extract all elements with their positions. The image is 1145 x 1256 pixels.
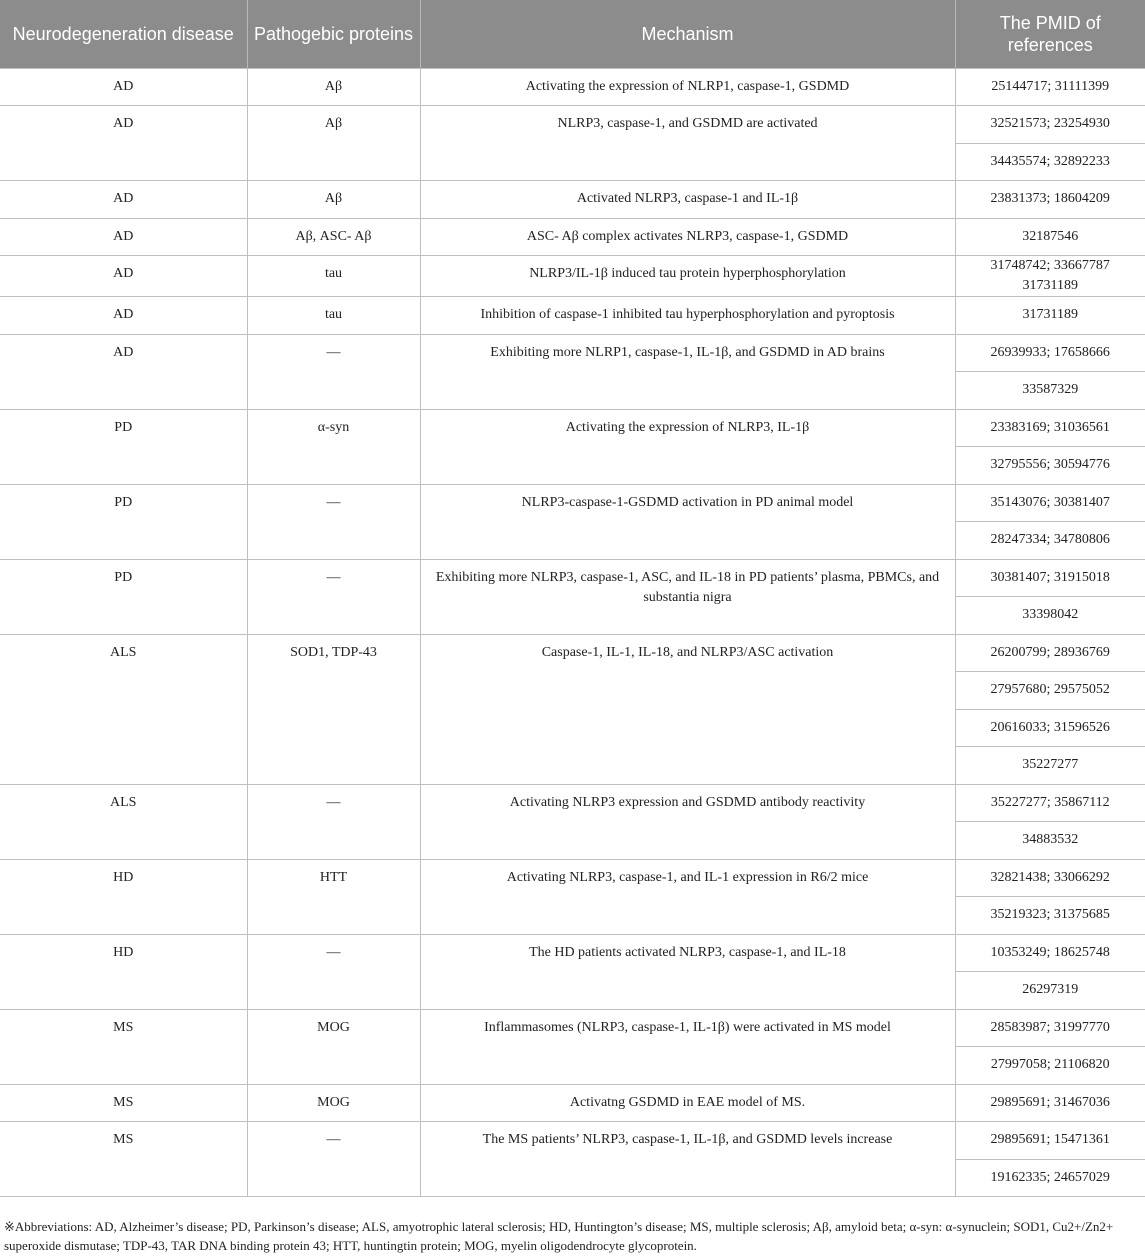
mechanism-cell: Inhibition of caspase-1 inhibited tau hyperphosphorylation and pyroptosis <box>420 297 955 335</box>
header-row <box>0 0 1145 68</box>
disease-cell: AD <box>0 218 247 256</box>
table-row <box>0 484 1145 522</box>
disease-cell: PD <box>0 484 247 559</box>
disease-cell: MS <box>0 1009 247 1084</box>
pmid-cell: 20616033; 31596526 <box>955 709 1145 747</box>
protein-cell: SOD1, TDP-43 <box>247 634 420 784</box>
pmid-cell: 29895691; 31467036 <box>955 1084 1145 1122</box>
mechanism-cell: Activating NLRP3 expression and GSDMD antibody reactivity <box>420 784 955 859</box>
protein-cell: — <box>247 559 420 634</box>
disease-cell: HD <box>0 859 247 934</box>
pmid-cell: 26939933; 17658666 <box>955 334 1145 372</box>
pmid-cell: 35227277 <box>955 747 1145 785</box>
disease-cell: AD <box>0 334 247 409</box>
table-row <box>0 1084 1145 1122</box>
mechanism-cell: Activating the expression of NLRP3, IL-1β <box>420 409 955 484</box>
pmid-cell: 32795556; 30594776 <box>955 447 1145 485</box>
protein-cell: — <box>247 484 420 559</box>
protein-cell: HTT <box>247 859 420 934</box>
protein-cell: tau <box>247 256 420 297</box>
mechanism-cell: NLRP3-caspase-1-GSDMD activation in PD animal model <box>420 484 955 559</box>
protein-cell: Aβ <box>247 106 420 181</box>
abbreviations-footnote: ※Abbreviations: AD, Alzheimer’s disease; PD, Parkinson’s disease; ALS, amyotrophic lateral sclerosis; HD, Huntington’s disease; MS, multiple sclerosis; Aβ, amyloid beta; α-syn: α-synuclein; SOD1, Cu2+/Zn2+ superoxide dismutase; TDP-43, TAR DNA binding protein 43; HTT, huntingtin protein; MOG, myelin oligodendrocyte glycoprotein. <box>4 1219 1114 1253</box>
mechanism-cell: Caspase-1, IL-1, IL-18, and NLRP3/ASC activation <box>420 634 955 784</box>
table-row <box>0 859 1145 897</box>
header-proteins: Pathogebic proteins <box>247 0 420 68</box>
pmid-cell: 30381407; 31915018 <box>955 559 1145 597</box>
mechanism-cell: Activated NLRP3, caspase-1 and IL-1β <box>420 181 955 219</box>
table-row <box>0 1009 1145 1047</box>
header-disease: Neurodegeneration disease <box>0 0 247 68</box>
pmid-cell: 34435574; 32892233 <box>955 143 1145 181</box>
disease-cell: PD <box>0 559 247 634</box>
protein-cell: — <box>247 784 420 859</box>
mechanism-cell: Exhibiting more NLRP1, caspase-1, IL-1β, and GSDMD in AD brains <box>420 334 955 409</box>
mechanism-cell: NLRP3, caspase-1, and GSDMD are activated <box>420 106 955 181</box>
protein-cell: — <box>247 1122 420 1197</box>
protein-cell: Aβ <box>247 181 420 219</box>
table-row <box>0 297 1145 335</box>
table-row <box>0 218 1145 256</box>
protein-cell: — <box>247 334 420 409</box>
mechanism-cell: Exhibiting more NLRP3, caspase-1, ASC, and IL-18 in PD patients’ plasma, PBMCs, and substantia nigra <box>420 559 955 634</box>
protein-cell: Aβ, ASC- Aβ <box>247 218 420 256</box>
mechanism-cell: The HD patients activated NLRP3, caspase-1, and IL-18 <box>420 934 955 1009</box>
table-row <box>0 68 1145 106</box>
mechanism-cell: Activating the expression of NLRP1, caspase-1, GSDMD <box>420 68 955 106</box>
mechanism-cell: Inflammasomes (NLRP3, caspase-1, IL-1β) were activated in MS model <box>420 1009 955 1084</box>
pmid-cell: 32821438; 33066292 <box>955 859 1145 897</box>
mechanism-cell: Activating NLRP3, caspase-1, and IL-1 expression in R6/2 mice <box>420 859 955 934</box>
disease-cell: AD <box>0 181 247 219</box>
table-row <box>0 334 1145 372</box>
protein-cell: Aβ <box>247 68 420 106</box>
table-row <box>0 784 1145 822</box>
protein-cell: MOG <box>247 1009 420 1084</box>
table-row <box>0 934 1145 972</box>
pmid-cell: 25144717; 31111399 <box>955 68 1145 106</box>
disease-cell: AD <box>0 68 247 106</box>
header-pmid: The PMID of references <box>955 0 1145 68</box>
pmid-cell: 26200799; 28936769 <box>955 634 1145 672</box>
pmid-cell: 31731189 <box>955 297 1145 335</box>
pmid-cell: 32521573; 23254930 <box>955 106 1145 144</box>
pmid-cell: 35219323; 31375685 <box>955 897 1145 935</box>
header-mechanism: Mechanism <box>420 0 955 68</box>
disease-cell: ALS <box>0 634 247 784</box>
pmid-cell: 19162335; 24657029 <box>955 1159 1145 1197</box>
pmid-cell: 35227277; 35867112 <box>955 784 1145 822</box>
pmid-cell: 33398042 <box>955 597 1145 635</box>
pmid-cell: 28247334; 34780806 <box>955 522 1145 560</box>
pmid-cell: 28583987; 31997770 <box>955 1009 1145 1047</box>
table-body <box>0 68 1145 1197</box>
table-row <box>0 409 1145 447</box>
disease-cell: MS <box>0 1084 247 1122</box>
protein-cell: tau <box>247 297 420 335</box>
pmid-cell: 29895691; 15471361 <box>955 1122 1145 1160</box>
pmid-cell: 31748742; 33667787 31731189 <box>955 256 1145 297</box>
pmid-cell: 10353249; 18625748 <box>955 934 1145 972</box>
disease-cell: PD <box>0 409 247 484</box>
mechanism-cell: The MS patients’ NLRP3, caspase-1, IL-1β, and GSDMD levels increase <box>420 1122 955 1197</box>
pmid-cell: 27997058; 21106820 <box>955 1047 1145 1085</box>
pmid-cell: 32187546 <box>955 218 1145 256</box>
pmid-cell: 33587329 <box>955 372 1145 410</box>
disease-cell: AD <box>0 297 247 335</box>
table-row <box>0 559 1145 597</box>
disease-cell: AD <box>0 256 247 297</box>
protein-cell: MOG <box>247 1084 420 1122</box>
table-row <box>0 634 1145 672</box>
pmid-cell: 35143076; 30381407 <box>955 484 1145 522</box>
table-row <box>0 256 1145 297</box>
table-row <box>0 1122 1145 1160</box>
pmid-cell: 27957680; 29575052 <box>955 672 1145 710</box>
disease-cell: AD <box>0 106 247 181</box>
disease-cell: MS <box>0 1122 247 1197</box>
table-row <box>0 106 1145 144</box>
mechanism-cell: Activatng GSDMD in EAE model of MS. <box>420 1084 955 1122</box>
protein-cell: α-syn <box>247 409 420 484</box>
disease-cell: HD <box>0 934 247 1009</box>
table-row <box>0 181 1145 219</box>
pmid-cell: 26297319 <box>955 972 1145 1010</box>
pmid-cell: 23831373; 18604209 <box>955 181 1145 219</box>
protein-cell: — <box>247 934 420 1009</box>
mechanism-cell: NLRP3/IL-1β induced tau protein hyperphosphorylation <box>420 256 955 297</box>
mechanism-cell: ASC- Aβ complex activates NLRP3, caspase-1, GSDMD <box>420 218 955 256</box>
pmid-cell: 23383169; 31036561 <box>955 409 1145 447</box>
disease-cell: ALS <box>0 784 247 859</box>
pmid-cell: 34883532 <box>955 822 1145 860</box>
